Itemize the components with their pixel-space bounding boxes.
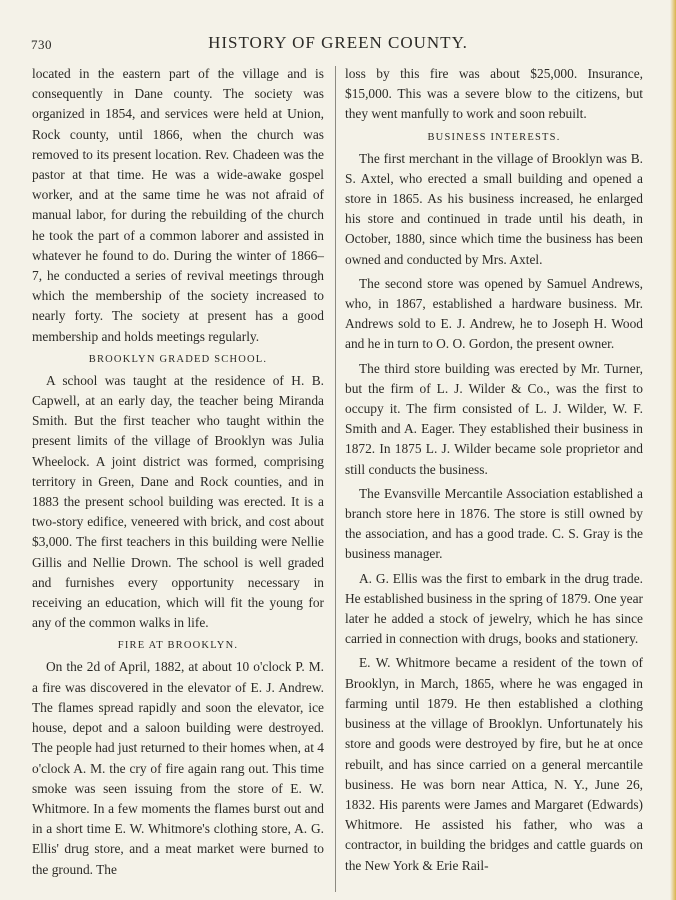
paragraph: The first merchant in the village of Brooklyn was B. S. Axtel, who erected a small building and opened a store in 1865. As his business increased, he enlarged his store and continued in trade until his death, in October, 1880, since which time the business has been owned and conducted by Mrs. Axtel.: [345, 150, 643, 267]
paragraph: located in the eastern part of the village and is consequently in Dane county. The society was organized in 1854, and services were held at Union, Rock county, until 1866, when the church was removed to its present location. Rev. Chadeen was the pastor at that time. He was a wide-awake gospel worker, and at the same time he was not afraid of manual labor, for during the rebuilding of the church he took the part of a common laborer and assisted in whatever he found to do. During the winter of 1866–7, he conducted a series of revival meetings through which the membership of the society increased to nearly forty. The society at present has a good membership and holds meetings regularly.: [32, 66, 324, 344]
paragraph: The second store was opened by Samuel Andrews, who, in 1867, established a hardware business. Mr. Andrews sold to E. J. Andrew, he to Joseph H. Wood and he in turn to O. O. Gordon, the present owner.: [345, 275, 643, 352]
column-divider: [335, 66, 336, 892]
paragraph: A school was taught at the residence of H. B. Capwell, at an early day, the teacher being Miranda Smith. But the first teacher who taught within the present limits of the village of Brooklyn was Julia Wheelock. A joint district was formed, comprising territory in Green, Dane and Rock counties, and in 1883 the present school building was erected. It is a two-story edifice, veneered with brick, and cost about $3,000. The first teachers in this building were Nellie Gillis and Nellie Drown. The school is well graded and furnishes every opportunity necessary in receiving an education, which will fit the young for any of the common walks in life.: [32, 372, 324, 631]
section-heading-school: BROOKLYN GRADED SCHOOL.: [88, 353, 268, 365]
running-head-title: HISTORY OF GREEN COUNTY.: [208, 33, 468, 52]
paragraph: A. G. Ellis was the first to embark in the drug trade. He established business in the spring of 1879. One year later he added a stock of jewelry, which he has since carried in connection with drugs, books and stationery.: [345, 570, 643, 647]
paragraph: E. W. Whitmore became a resident of the town of Brooklyn, in March, 1865, where he was engaged in farming until 1879. He then established a clothing business at the village of Brooklyn. Unfortunately his store and goods were destroyed by fire, but he at once rebuilt, and has since carried on a general mercantile business. He was born near Attica, N. Y., June 26, 1832. His parents were James and Margaret (Edwards) Whitmore. He assisted his father, who was a contractor, in building the bridges and cattle guards on the New York & Erie Rail-: [345, 655, 643, 873]
page-number: 730: [31, 37, 52, 52]
section-heading-business: BUSINESS INTERESTS.: [427, 131, 561, 143]
section-heading-fire: FIRE AT BROOKLYN.: [117, 640, 239, 652]
right-column: [345, 64, 643, 876]
paragraph: On the 2d of April, 1882, at about 10 o'clock P. M. a fire was discovered in the elevator of E. J. Andrew. The flames spread rapidly and soon the elevator, ice house, depot and a saloon building were destroyed. The people had just returned to their homes when, at 4 o'clock A. M. the cry of fire again rang out. This time smoke was seen issuing from the store of E. W. Whitmore. In a few moments the flames burst out and in a short time E. W. Whitmore's clothing store, A. G. Ellis' drug store, and a meat market were burned to the ground. The: [32, 659, 324, 877]
paragraph: The Evansville Mercantile Association established a branch store here in 1876. The store is still owned by the association, and has a good trade. C. S. Gray is the business manager.: [345, 485, 643, 562]
page-edge: [670, 0, 676, 900]
paragraph: The third store building was erected by Mr. Turner, but the firm of L. J. Wilder & Co., was the first to occupy it. The firm consisted of L. J. Wilder, W. F. Smith and A. Eager. They established their business in 1872. In 1875 L. J. Wilder became sole proprietor and still conducts the business.: [345, 360, 643, 477]
paragraph: loss by this fire was about $25,000. Insurance, $15,000. This was a severe blow to the citizens, but they went manfully to work and soon rebuilt.: [345, 66, 643, 122]
left-column: [32, 64, 324, 880]
